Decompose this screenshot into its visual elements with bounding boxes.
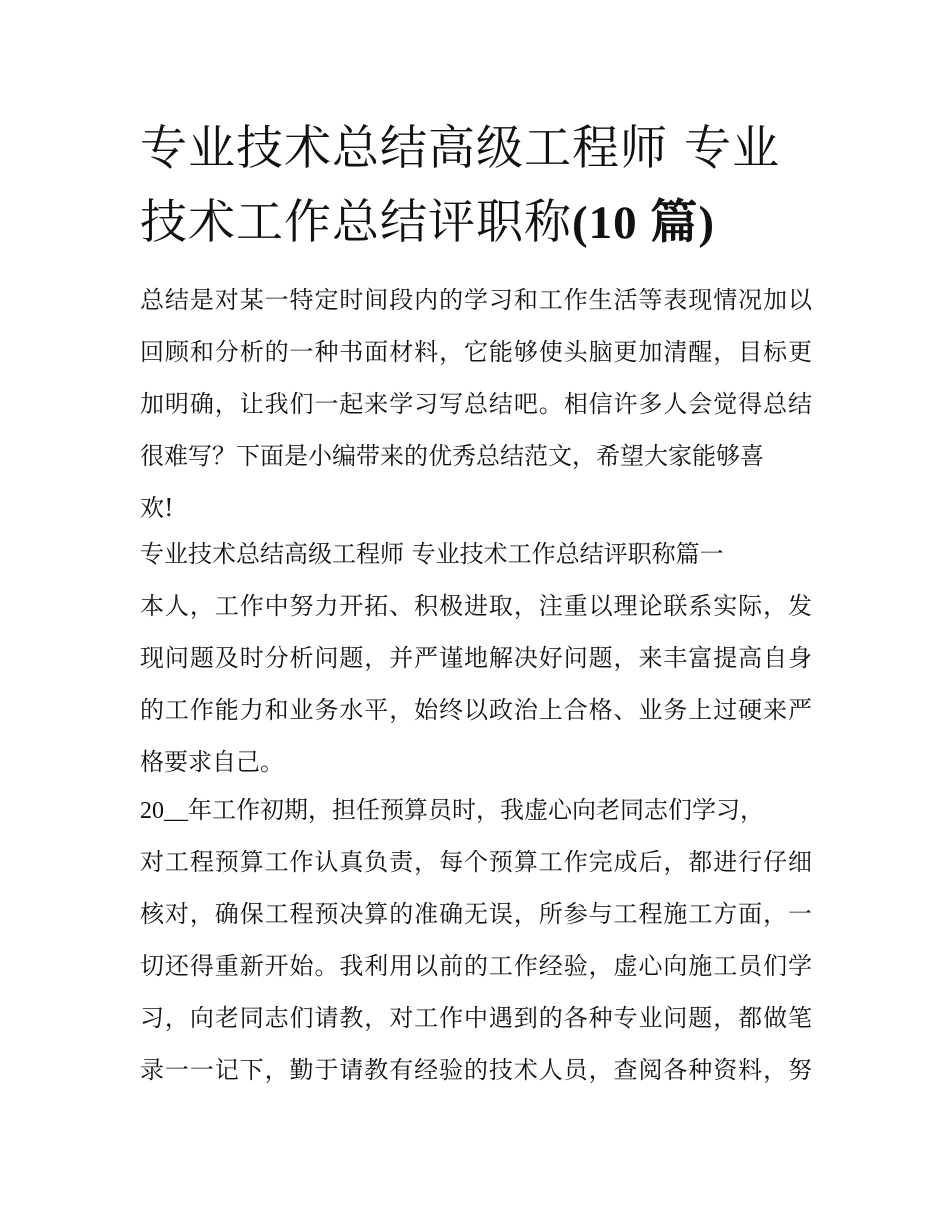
- section-heading: [140, 528, 812, 580]
- paragraph-line: 切还得重新开始。我利用以前的工作经验，虚心向施工员们学: [140, 952, 812, 980]
- intro-line: 很难写？下面是小编带来的优秀总结范文，希望大家能够喜: [140, 442, 764, 470]
- title-line-2: [140, 186, 820, 260]
- section-heading-text: 专业技术总结高级工程师 专业技术工作总结评职称篇一: [140, 540, 724, 568]
- paragraph-line: 对工程预算工作认真负责，每个预算工作完成后，都进行仔细: [140, 848, 812, 876]
- title-line-2-text: 技术工作总结评职称: [140, 195, 572, 250]
- paragraph-line: 现问题及时分析问题，并严谨地解决好问题，来丰富提高自身: [140, 644, 812, 672]
- year-placeholder: 20__: [140, 798, 188, 824]
- paragraph-line: 本人，工作中努力开拓、积极进取，注重以理论联系实际，发: [140, 592, 812, 620]
- paragraph-first-line-text: 年工作初期，担任预算员时，我虚心向老同志们学习，: [188, 796, 764, 824]
- paragraph-1: [140, 580, 812, 788]
- intro-line: 回顾和分析的一种书面材料，它能够使头脑更加清醒，目标更: [140, 338, 812, 366]
- paragraph-line: 习，向老同志们请教，对工作中遇到的各种专业问题，都做笔: [140, 1004, 812, 1032]
- paragraph-line: 录一一记下，勤于请教有经验的技术人员，查阅各种资料，努: [140, 1056, 812, 1084]
- title-count: (10 篇): [572, 197, 716, 249]
- intro-line: 总结是对某一特定时间段内的学习和工作生活等表现情况加以: [140, 286, 812, 314]
- intro-paragraph: [140, 274, 812, 534]
- title-line-1: 专业技术总结高级工程师 专业: [140, 121, 780, 176]
- intro-line: 欢!: [140, 494, 174, 522]
- intro-line: 加明确，让我们一起来学习写总结吧。相信许多人会觉得总结: [140, 390, 812, 418]
- paragraph-line: 的工作能力和业务水平，始终以政治上合格、业务上过硬来严: [140, 696, 812, 724]
- paragraph-first-line: [140, 784, 812, 836]
- paragraph-line: 核对，确保工程预决算的准确无误，所参与工程施工方面，一: [140, 900, 812, 928]
- paragraph-2: [140, 784, 812, 1096]
- paragraph-line: 格要求自己。: [140, 748, 284, 776]
- document-title: [140, 112, 820, 260]
